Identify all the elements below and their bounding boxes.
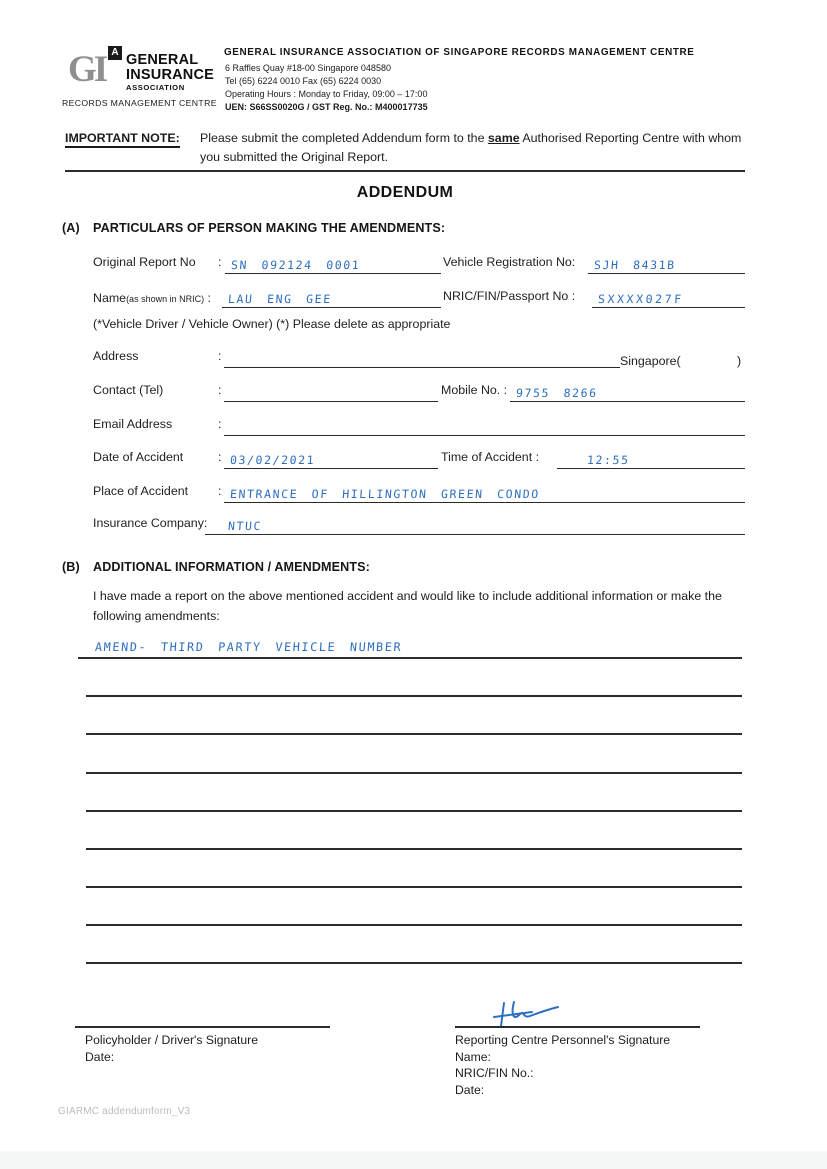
accident-date-colon: : [218,450,222,464]
original-report-colon: : [218,255,222,269]
address-singapore-close: ) [737,354,742,368]
personnel-nric-label: NRIC/FIN No.: [455,1066,534,1080]
address-field [224,348,620,368]
mobile-field [510,382,745,402]
amendment-handwriting-wrap [95,638,402,656]
address-colon: : [218,349,222,363]
amendment-line-6 [86,848,742,850]
personnel-signature-line [455,1026,700,1028]
vehicle-reg-value: SJH 8431B [593,258,677,272]
nric-value: SXXXX027F [597,292,685,306]
personnel-date-label: Date: [455,1083,485,1097]
accident-time-label: Time of Accident : [441,450,540,464]
amendment-line-1 [78,657,742,659]
accident-date-value: 03/02/2021 [229,453,316,467]
org-address: 6 Raffles Quay #18-00 Singapore 048580 [225,63,391,73]
org-uen: UEN: S66SS0020G / GST Reg. No.: M400017735 [225,102,428,112]
policyholder-signature-line [75,1026,330,1028]
contact-colon: : [218,383,222,397]
name-label-sub: (as shown in NRIC) [126,294,205,304]
vehicle-reg-label: Vehicle Registration No: [443,255,576,269]
org-name: GENERAL INSURANCE ASSOCIATION OF SINGAPORE RECORDS MANAGEMENT CENTRE [224,47,695,58]
personnel-signature-caption: Reporting Centre Personnel's Signature [455,1033,671,1047]
accident-place-field [224,483,745,503]
name-field [222,288,441,308]
email-label: Email Address [93,417,173,431]
amendment-line-4 [86,772,742,774]
insurer-label: Insurance Company: [93,516,208,530]
logo-caption: RECORDS MANAGEMENT CENTRE [62,98,217,108]
address-label: Address [93,349,139,363]
amendment-line-9 [86,962,742,964]
name-value: LAU ENG GEE [227,292,333,306]
important-note-colon: : [175,131,180,145]
accident-place-colon: : [218,484,222,498]
amendment-line-3 [86,733,742,735]
org-tel-fax: Tel (65) 6224 0010 Fax (65) 6224 0030 [225,76,382,86]
delete-note: (*Vehicle Driver / Vehicle Owner) (*) Please delete as appropriate [93,317,451,331]
important-note-label-text: IMPORTANT NOTE [65,131,176,145]
insurer-value: NTUC [227,519,263,533]
amendment-line-7 [86,886,742,888]
address-singapore-open: Singapore( [620,354,681,368]
name-label-main: Name [93,291,127,305]
logo-word-insurance: INSURANCE [126,67,214,83]
personnel-signature-ink [492,999,564,1029]
accident-place-value: ENTRANCE OF HILLINGTON GREEN CONDO [229,487,541,501]
gia-logo-monogram: GI [68,49,106,90]
mobile-value: 9755 8266 [515,386,599,400]
note-text-emphasis: same [487,131,520,145]
note-text-after: Authorised Reporting Centre with whom you submitted the Original Report. [200,131,742,164]
accident-date-field [224,449,438,469]
form-version-footer: GIARMC addendumform_V3 [58,1106,191,1117]
accident-time-field [557,449,745,469]
section-b-index: (B) [62,560,80,574]
section-b-heading: ADDITIONAL INFORMATION / AMENDMENTS: [93,560,370,574]
email-colon: : [218,417,222,431]
policyholder-date-label: Date: [85,1050,115,1064]
accident-time-value: 12:55 [586,453,631,467]
policyholder-signature-caption: Policyholder / Driver's Signature [85,1033,259,1047]
amendment-line-8 [86,924,742,926]
name-label [93,289,211,307]
logo-word-general: GENERAL [126,52,199,68]
section-a-heading: PARTICULARS OF PERSON MAKING THE AMENDMENTS: [93,221,446,235]
accident-date-label: Date of Accident [93,450,184,464]
original-report-field [225,254,441,274]
scan-bottom-strip [0,1151,827,1169]
important-note-text [200,129,748,167]
section-b-intro: I have made a report on the above mentioned accident and would like to include additional information or make the following amendments: [93,589,722,623]
note-text-before: Please submit the completed Addendum form to the [200,131,488,145]
nric-label: NRIC/FIN/Passport No : [443,289,576,303]
header-divider [65,170,745,172]
personnel-name-label: Name: [455,1050,491,1064]
gia-logo-wordmark [126,53,214,92]
contact-label: Contact (Tel) [93,383,164,397]
org-hours: Operating Hours : Monday to Friday, 09:00 – 17:00 [225,89,428,99]
mobile-label: Mobile No. : [441,383,508,397]
logo-word-association: ASSOCIATION [126,83,185,92]
amendment-line-5 [86,810,742,812]
email-field [224,416,745,436]
accident-place-label: Place of Accident [93,484,189,498]
form-title: ADDENDUM [356,184,454,201]
section-a-index: (A) [62,221,80,235]
contact-field [224,382,438,402]
vehicle-reg-field [588,254,745,274]
gia-logo-a-badge: A [108,46,122,60]
original-report-value: SN 092124 0001 [230,258,361,272]
name-colon: : [204,291,211,305]
important-note-label [65,129,180,148]
amendment-line-2 [86,695,742,697]
amendment-value: AMEND- THIRD PARTY VEHICLE NUMBER [94,640,403,654]
original-report-label: Original Report No [93,255,196,269]
insurer-field [205,515,745,535]
nric-field [592,288,745,308]
